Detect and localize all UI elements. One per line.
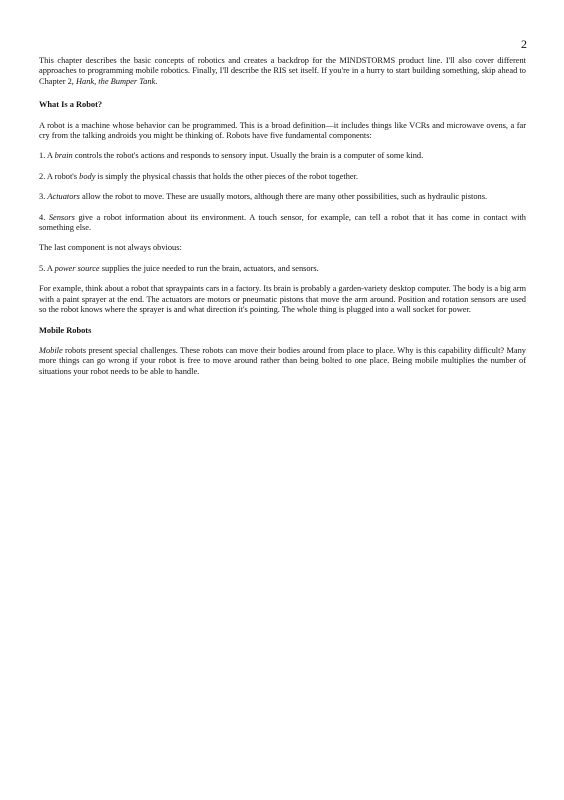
example-paragraph: For example, think about a robot that spraypaints cars in a factory. Its brain is probably a garden-variety desktop computer. The body is a big arm with a paint sprayer at the end. The actuators are motors or pneumatic pistons that move the arm around. Position and rotation sensors are used so the robot knows where the sprayer is and what direction it's pointing. The whole thing is plugged into a wall socket for power. [39, 284, 526, 315]
component-prefix: 5. A [39, 263, 55, 273]
component-item-brain [39, 151, 526, 161]
not-obvious-paragraph: The last component is not always obvious: [39, 243, 182, 253]
component-prefix: 4. [39, 212, 49, 222]
page-content [39, 56, 526, 387]
mobile-robots-paragraph [39, 346, 526, 377]
mobile-robots-text: robots present special challenges. These robots can move their bodies around from place to place. Why is this capability difficult? Many more things can go wrong if your robot is free to move around rather than being bolted to one place. Being mobile multiplies the number of situations your robot needs to be able to handle. [39, 345, 526, 376]
component-text: allow the robot to move. These are usually motors, although there are many other possibilities, such as hydraulic pistons. [79, 192, 488, 202]
definition-paragraph: A robot is a machine whose behavior can be programmed. This is a broad definition—it includes things like VCRs and microwave ovens, a far cry from the talking androids you might be thinking of. Robots have five fundamental components: [39, 120, 526, 141]
component-text: supplies the juice needed to run the brain, actuators, and sensors. [99, 263, 319, 273]
intro-text-end: . [155, 76, 158, 86]
mobile-italic-word: Mobile [39, 345, 63, 355]
component-term: Sensors [48, 212, 75, 222]
component-text: is simply the physical chassis that holds the other pieces of the robot together. [95, 171, 359, 181]
section-heading-what-is-a-robot: What Is a Robot? [39, 100, 103, 110]
component-term: Actuators [47, 192, 80, 202]
component-item-actuators [39, 192, 526, 202]
component-item-sensors [39, 213, 526, 234]
component-prefix: 1. A [39, 151, 55, 161]
section-heading-mobile-robots: Mobile Robots [39, 325, 92, 335]
component-item-power-source [39, 264, 526, 274]
intro-text: This chapter describes the basic concepts of robotics and creates a backdrop for the MINDSTORMS product line. I'll also cover different approaches to programming mobile robotics. Finally, I'll describe the RIS set itself. If you're in a hurry to start building something, skip ahead to Chapter 2, [39, 56, 526, 86]
page-number: 2 [521, 37, 527, 51]
component-term: brain [54, 151, 73, 161]
component-text: give a robot information about its environment. A touch sensor, for example, can tell a robot that it has come in contact with something else. [39, 212, 526, 233]
component-text: controls the robot's actions and responds to sensory input. Usually the brain is a computer of some kind. [72, 151, 424, 161]
intro-paragraph [39, 56, 526, 87]
intro-book-title: Hank, the Bumper Tank [75, 76, 156, 86]
component-prefix: 3. [39, 192, 48, 202]
component-term: power source [54, 263, 100, 273]
component-item-body [39, 172, 526, 182]
component-term: body [79, 171, 96, 181]
component-prefix: 2. A robot's [39, 171, 80, 181]
